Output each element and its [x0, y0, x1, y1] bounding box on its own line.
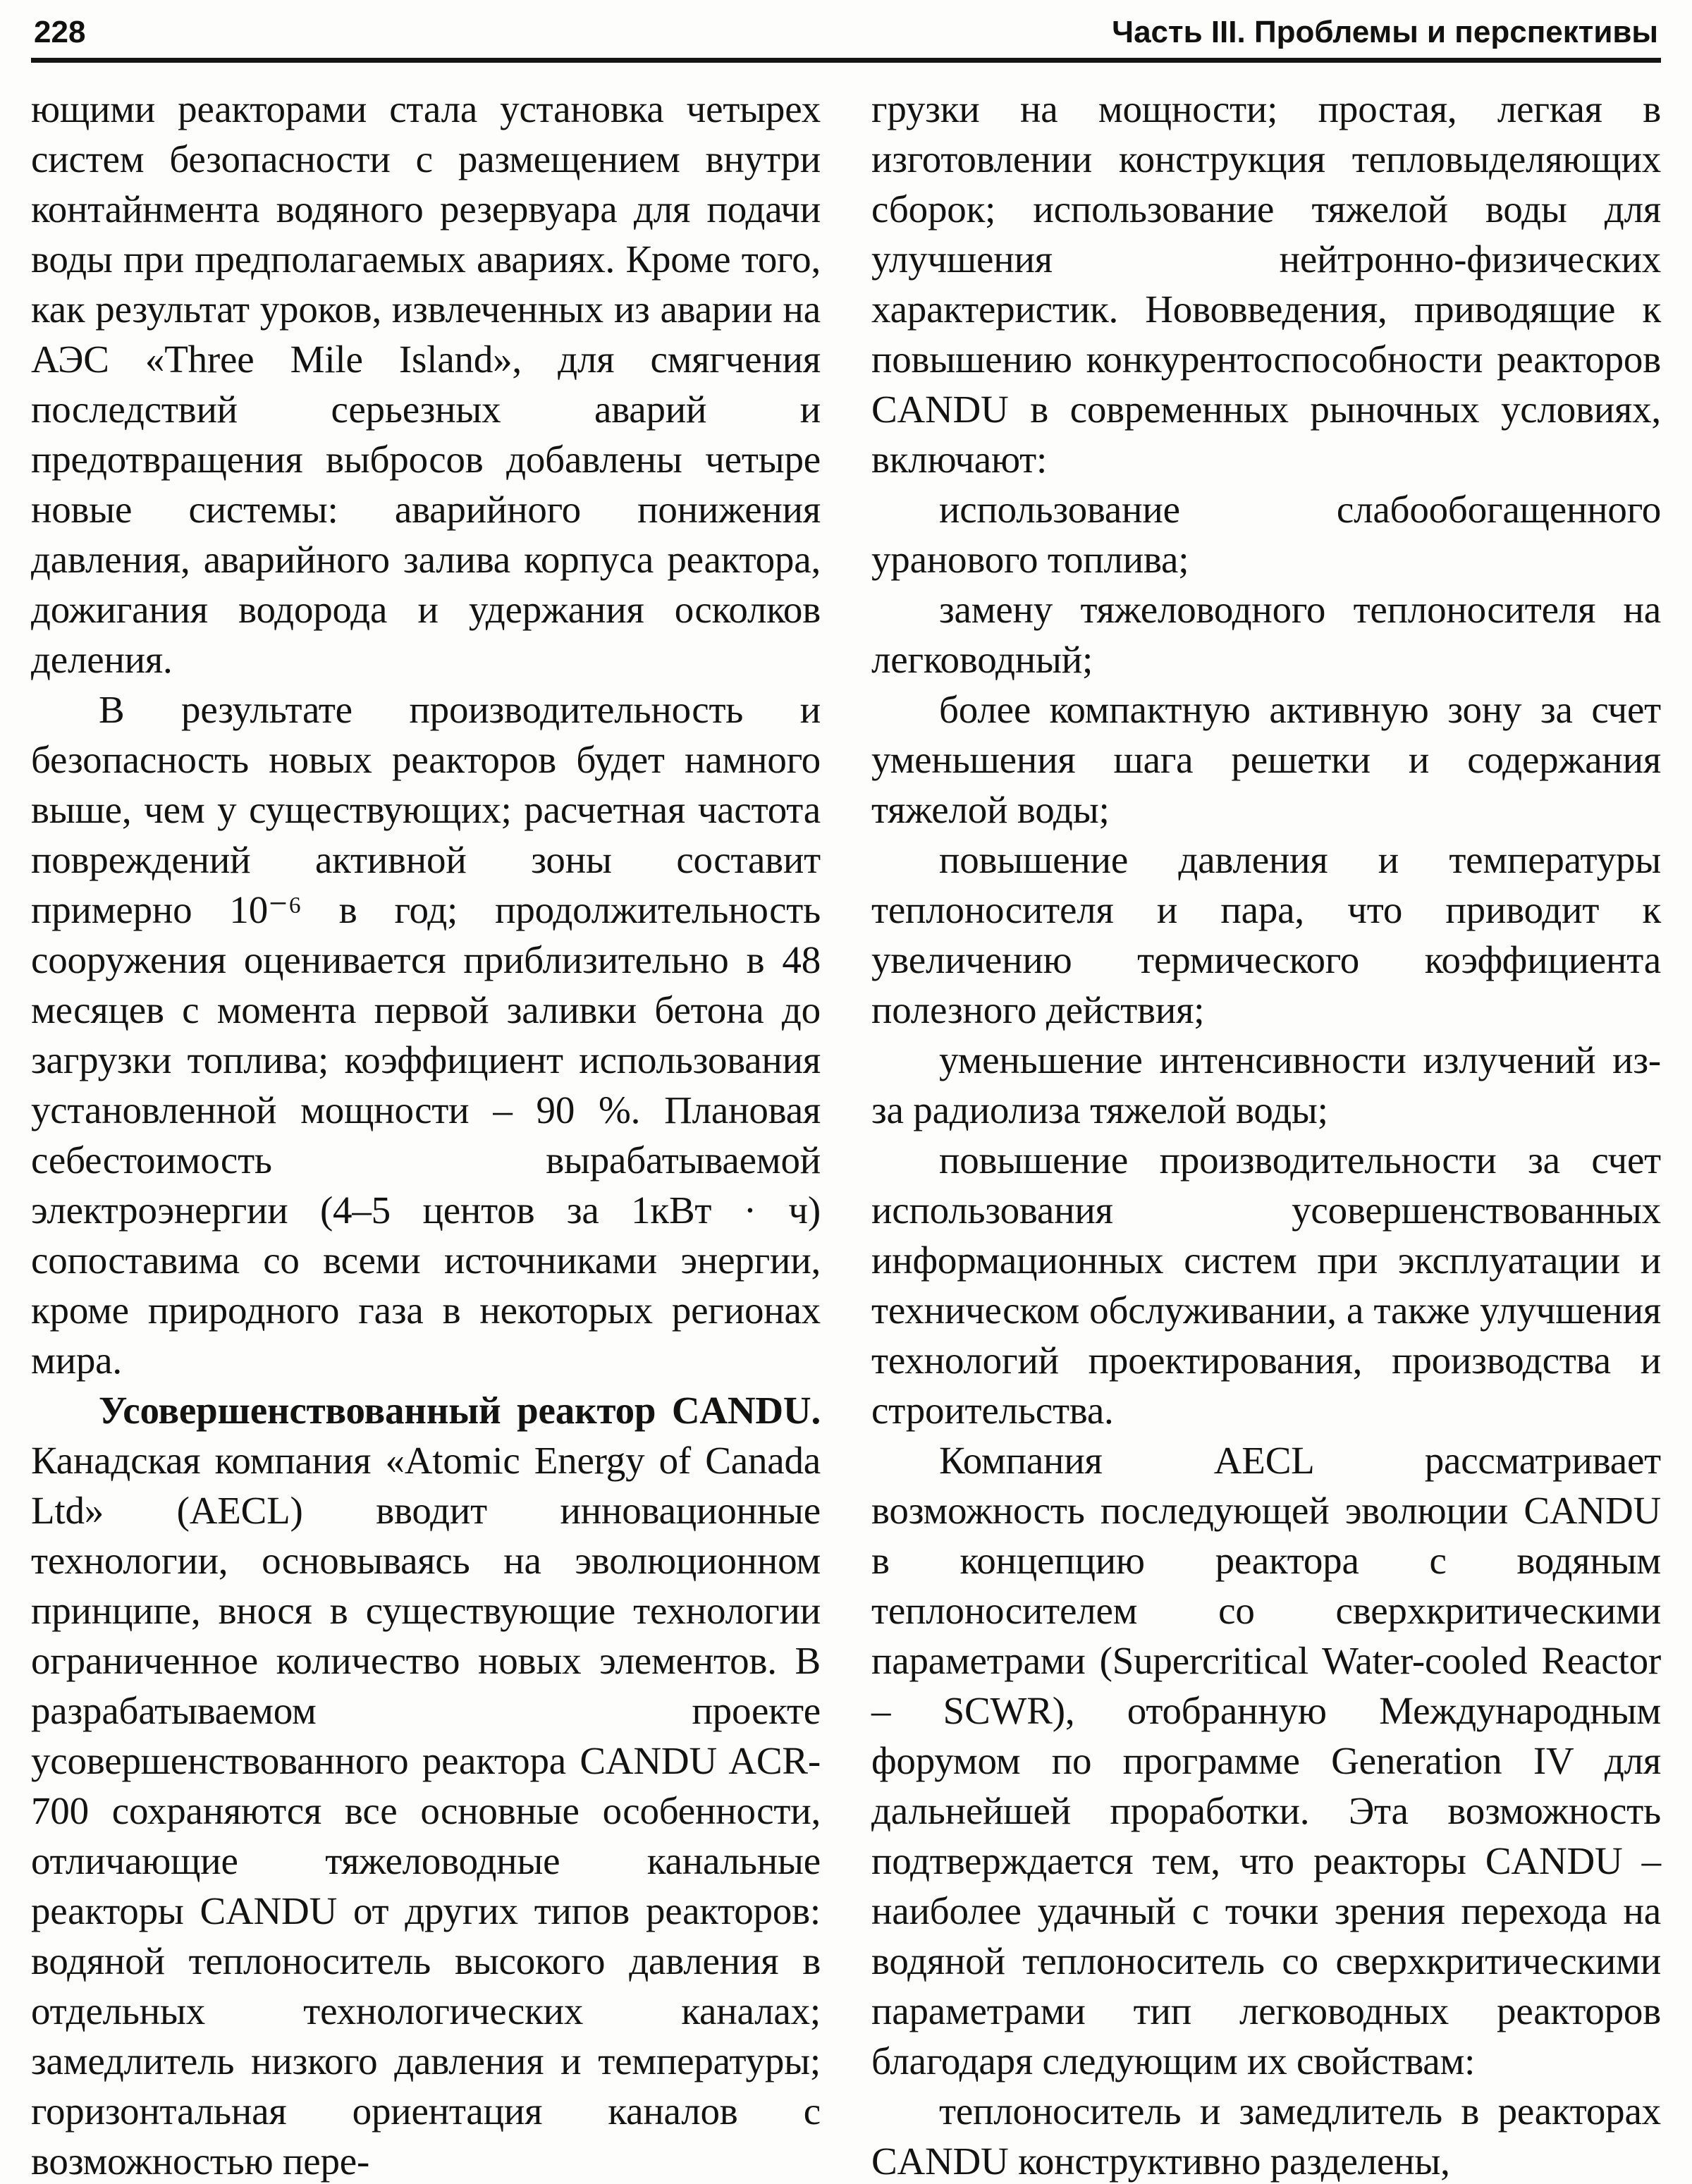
paragraph: повышение производительности за счет использования усовершенствованных информационных систем при эксплуатации и техническом обслуживании, а также улучшения технологий проектирования, производства и строительства. [871, 1139, 1661, 1433]
running-title: Часть III. Проблемы и перспективы [1112, 15, 1658, 49]
paragraph-text: Канадская компания «Atomic Energy of Canada Ltd» (AECL) вводит инновационные технологии, основываясь на эволюционном принципе, внося в существующие технологии ограниченное количество новых элементов. В разрабатываемом проекте усовершенствованного реактора CANDU ACR-700 сохраняются все основные особенности, отличающие тяжеловодные канальные реакторы CANDU от других типов реакторов: водяной теплоноситель высокого давления в отдельных технологических каналах; замедлитель низкого давления и температуры; горизонтальная ориентация каналов с возможностью пере- [31, 1439, 821, 2183]
paragraph: теплоноситель и замедлитель в реакторах CANDU конструктивно разделены, [871, 2090, 1661, 2183]
paragraph: Компания AECL рассматривает возможность последующей эволюции CANDU в концепцию реактора с водяным теплоносителем со сверхкритическими параметрами (Supercritical Water-cooled Reactor – SCWR), отобранную Международным форумом по программе Generation IV для дальнейшей проработки. Эта возможность подтверждается тем, что реакторы CANDU – наиболее удачный с точки зрения перехода на водяной теплоноситель со сверхкритическими параметрами тип легководных реакторов благодаря следующим их свойствам: [871, 1439, 1661, 2083]
text-columns [31, 84, 1661, 2184]
paragraph: ющими реакторами стала установка четырех систем безопасности с размещением внутри контайнмента водяного резервуара для подачи воды при предполагаемых авариях. Кроме того, как результат уроков, извлеченных из аварии на АЭС «Three Mile Island», для смягчения последствий серьезных аварий и предотвращения выбросов добавлены четыре новые системы: аварийного понижения давления, аварийного залива корпуса реактора, дожигания водорода и удержания осколков деления. [31, 87, 821, 682]
paragraph-bold-lead: Усовершенствованный реактор CANDU. [99, 1389, 821, 1433]
left-column [31, 84, 821, 2184]
page-number: 228 [34, 15, 86, 49]
paragraph: замену тяжеловодного теплоносителя на легководный; [871, 588, 1661, 682]
right-column [871, 84, 1661, 2184]
paragraph: В результате производительность и безопасность новых реакторов будет намного выше, чем у существующих; расчетная частота повреждений активной зоны составит примерно 10⁻⁶ в год; продолжительность сооружения оценивается приблизительно в 48 месяцев с момента первой заливки бетона до загрузки топлива; коэффициент использования установленной мощности – 90 %. Плановая себестоимость вырабатываемой электроэнергии (4–5 центов за 1кВт · ч) сопоставима со всеми источниками энергии, кроме природного газа в некоторых регионах мира. [31, 688, 821, 1382]
paragraph: уменьшение интенсивности излучений из-за радиолиза тяжелой воды; [871, 1038, 1661, 1132]
paragraph [31, 1385, 821, 2184]
paragraph: грузки на мощности; простая, легкая в изготовлении конструкция тепловыделяющих сборок; использование тяжелой воды для улучшения нейтронно-физических характеристик. Нововведения, приводящие к повышению конкурентоспособности реакторов CANDU в современных рыночных условиях, включают: [871, 87, 1661, 481]
paragraph: повышение давления и температуры теплоносителя и пара, что приводит к увеличению термического коэффициента полезного действия; [871, 838, 1661, 1032]
paragraph: использование слабообогащенного уранового топлива; [871, 488, 1661, 582]
paragraph: более компактную активную зону за счет уменьшения шага решетки и содержания тяжелой воды; [871, 688, 1661, 832]
header-rule [31, 58, 1661, 63]
running-header [31, 10, 1661, 58]
